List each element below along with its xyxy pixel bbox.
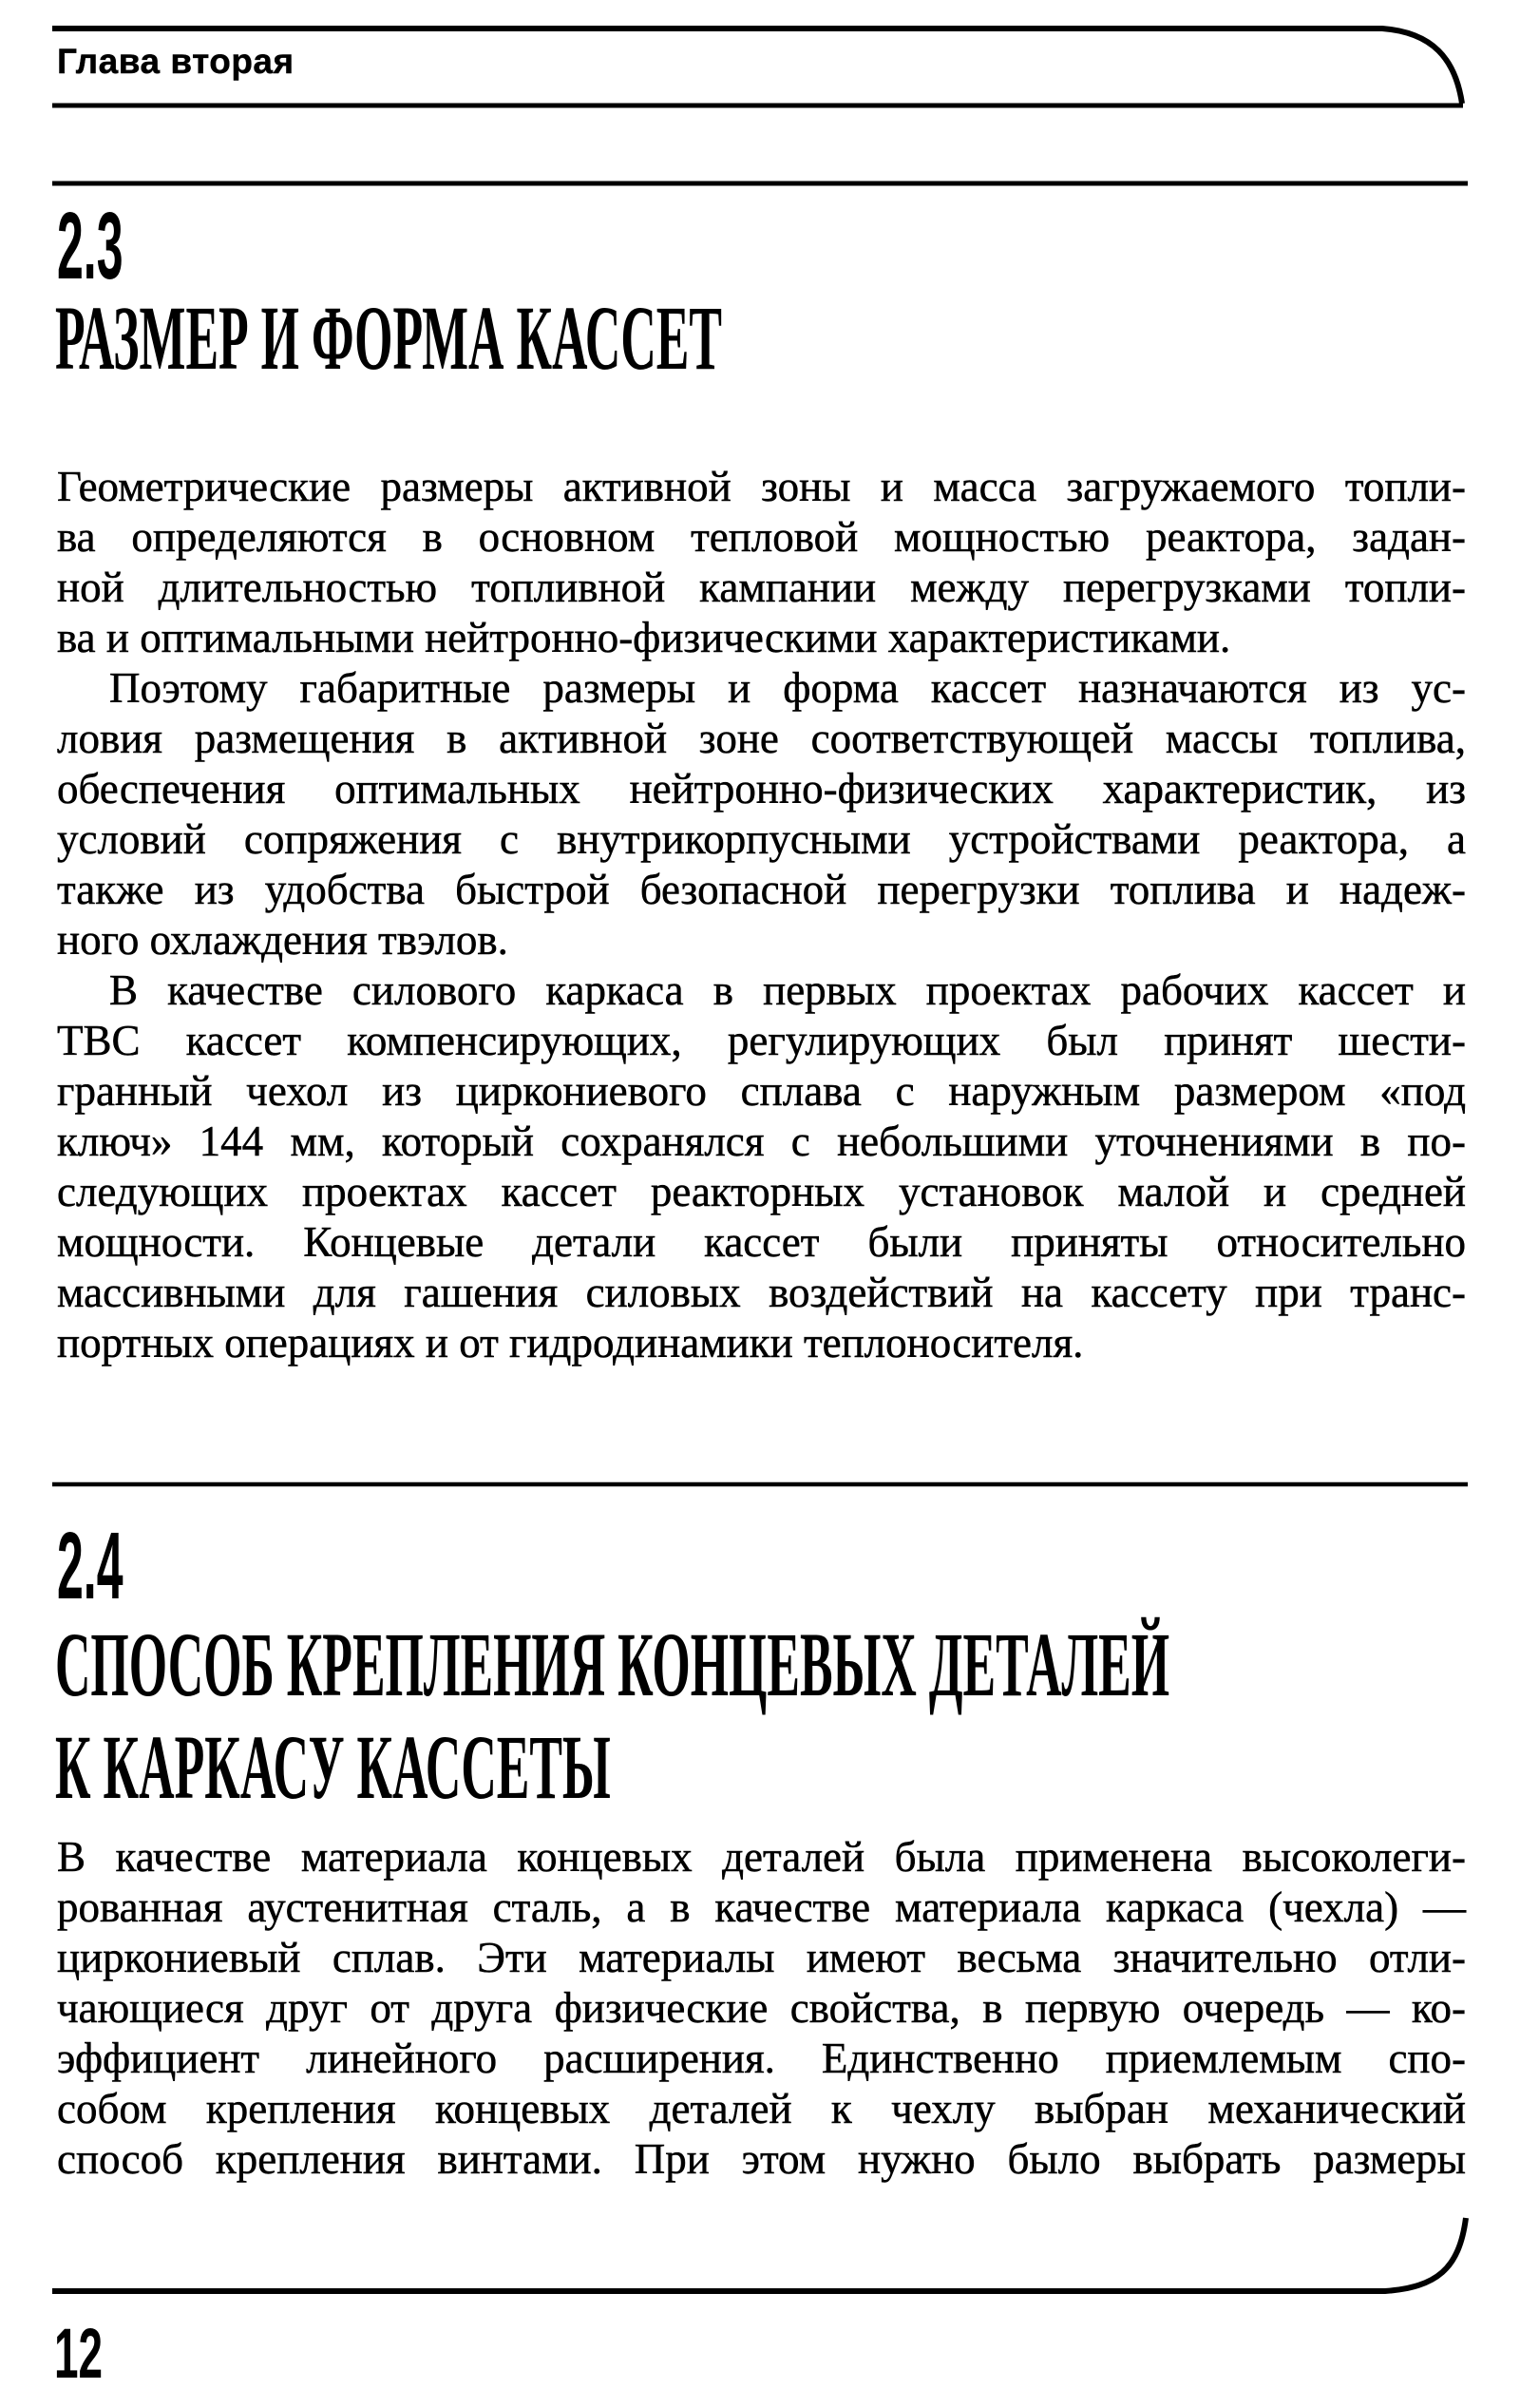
text-line: ТВС кассет компенсирующих, регулирующих был принят шести- (57, 1017, 1466, 1064)
text-line: также из удобства быстрой безопасной перегрузки топлива и надеж- (57, 866, 1466, 913)
text-line: портных операциях и от гидродинамики теплоносителя. (57, 1319, 1084, 1366)
section-number-2-3: 2.3 (57, 193, 124, 299)
text-line: Геометрические размеры активной зоны и масса загружаемого топли- (57, 463, 1466, 510)
title-line: К КАРКАСУ КАССЕТЫ (55, 1716, 611, 1818)
body-paragraph (57, 1832, 1466, 2185)
text-line: ловия размещения в активной зоне соответствующей массы топлива, (57, 715, 1466, 762)
text-line: Поэтому габаритные размеры и форма кассет назначаются из ус- (109, 664, 1466, 712)
text-line: мощности. Концевые детали кассет были приняты относительно (57, 1218, 1466, 1266)
text-line: следующих проектах кассет реакторных установок малой и средней (57, 1168, 1466, 1215)
footer-rule-with-tab-curve (52, 2218, 1466, 2291)
body-paragraph (57, 663, 1466, 965)
text-line: ключ» 144 мм, который сохранялся с небольшими уточнениями в по- (57, 1118, 1466, 1165)
section-title-2-3 (55, 287, 1520, 390)
section-number-2-4: 2.4 (57, 1513, 124, 1619)
text-line: ного охлаждения твэлов. (57, 916, 508, 964)
text-line: В качестве материала концевых деталей была применена высоколеги- (57, 1833, 1466, 1881)
text-line: ва определяются в основном тепловой мощностью реактора, задан- (57, 513, 1466, 561)
text-line: ва и оптимальными нейтронно-физическими характеристиками. (57, 614, 1231, 661)
text-line: способ крепления винтами. При этом нужно было выбрать размеры (57, 2135, 1466, 2183)
section-title-2-4 (55, 1614, 1520, 1819)
text-line: циркониевый сплав. Эти материалы имеют весьма значительно отли- (57, 1934, 1466, 1981)
text-line: В качестве силового каркаса в первых проектах рабочих кассет и (109, 966, 1466, 1014)
page-number: 12 (54, 2314, 104, 2393)
text-line: эффициент линейного расширения. Единственно приемлемым спо- (57, 2035, 1466, 2082)
text-line: массивными для гашения силовых воздействий на кассету при транс- (57, 1269, 1466, 1316)
text-line: условий сопряжения с внутрикорпусными устройствами реактора, а (57, 815, 1466, 863)
text-line: гранный чехол из циркониевого сплава с наружным размером «под (57, 1067, 1466, 1115)
text-line: ной длительностью топливной кампании между перегрузками топли- (57, 564, 1466, 611)
body-paragraph (57, 965, 1466, 1368)
running-head-chapter-label: Глава вторая (57, 42, 294, 81)
text-line: чающиеся друг от друга физические свойства, в первую очередь — ко- (57, 1984, 1466, 2032)
text-line: собом крепления концевых деталей к чехлу выбран механический (57, 2085, 1466, 2132)
text-line: рованная аустенитная сталь, а в качестве материала каркаса (чехла) — (57, 1883, 1466, 1931)
title-line: СПОСОБ КРЕПЛЕНИЯ КОНЦЕВЫХ ДЕТАЛЕЙ (55, 1614, 1170, 1715)
body-paragraph (57, 462, 1466, 663)
text-line: обеспечения оптимальных нейтронно-физических характеристик, из (57, 765, 1466, 812)
title-line: РАЗМЕР И ФОРМА КАССЕТ (55, 287, 722, 389)
